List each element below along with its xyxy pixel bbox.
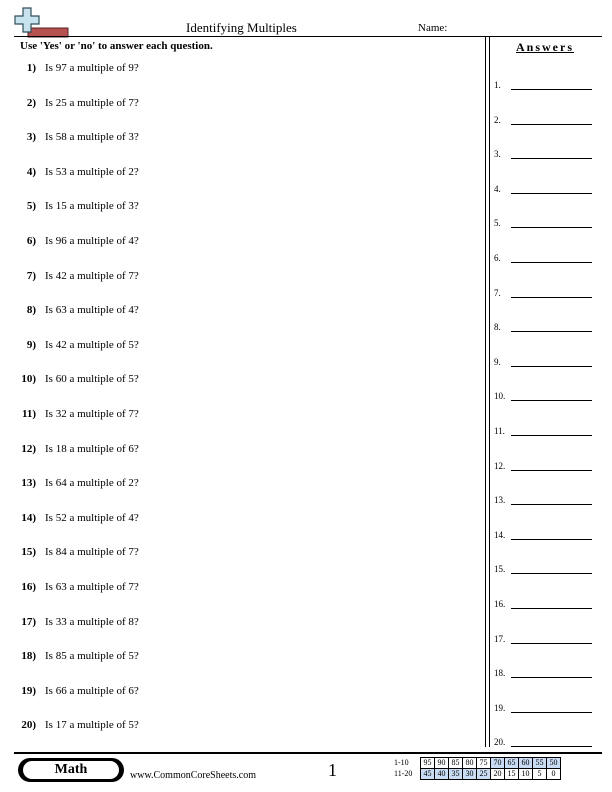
question-text: Is 52 a multiple of 4? — [45, 511, 139, 524]
instructions: Use 'Yes' or 'no' to answer each question. — [20, 40, 213, 52]
question-number: 20) — [21, 719, 36, 732]
answer-blank[interactable] — [511, 539, 592, 540]
answer-blank[interactable] — [511, 124, 592, 125]
question-item — [14, 719, 474, 754]
answer-blank[interactable] — [511, 227, 592, 228]
score-table — [394, 757, 561, 780]
question-text: Is 63 a multiple of 7? — [45, 580, 139, 593]
answer-row — [494, 597, 598, 632]
answer-number: 6. — [494, 252, 501, 263]
column-divider — [485, 36, 486, 747]
answer-row — [494, 251, 598, 286]
answer-number: 5. — [494, 218, 501, 229]
answer-number: 11. — [494, 425, 505, 436]
question-number: 13) — [21, 477, 36, 490]
question-text: Is 63 a multiple of 4? — [45, 304, 139, 317]
question-item — [14, 512, 474, 547]
answer-row — [494, 286, 598, 321]
answer-number: 15. — [494, 564, 506, 575]
question-number: 8) — [26, 304, 36, 317]
question-item — [14, 131, 474, 166]
answer-blank[interactable] — [511, 573, 592, 574]
answer-row — [494, 424, 598, 459]
answer-number: 19. — [494, 702, 506, 713]
answer-number: 1. — [494, 80, 501, 90]
question-text: Is 58 a multiple of 3? — [45, 131, 139, 144]
score-cell: 90 — [435, 758, 449, 769]
answer-row — [494, 459, 598, 494]
question-text: Is 32 a multiple of 7? — [45, 407, 139, 420]
question-item — [14, 443, 474, 478]
score-cell: 25 — [477, 769, 491, 780]
answer-number: 8. — [494, 322, 501, 333]
question-item — [14, 546, 474, 581]
question-item — [14, 650, 474, 685]
score-cell: 95 — [421, 758, 435, 769]
score-cell: 10 — [519, 769, 533, 780]
answer-number: 16. — [494, 598, 506, 609]
answer-blank[interactable] — [511, 435, 592, 436]
answer-number: 13. — [494, 495, 506, 506]
answer-number: 10. — [494, 391, 506, 402]
question-text: Is 97 a multiple of 9? — [45, 62, 139, 74]
question-text: Is 96 a multiple of 4? — [45, 234, 139, 247]
answer-blank[interactable] — [511, 746, 592, 747]
question-text: Is 25 a multiple of 7? — [45, 96, 139, 109]
question-number: 14) — [21, 511, 36, 524]
question-text: Is 85 a multiple of 5? — [45, 650, 139, 663]
question-number: 19) — [21, 684, 36, 697]
answer-number: 4. — [494, 183, 501, 194]
question-number: 9) — [26, 338, 36, 351]
answer-number: 14. — [494, 529, 506, 540]
score-cell: 85 — [449, 758, 463, 769]
score-cell: 70 — [491, 758, 505, 769]
answer-blank[interactable] — [511, 400, 592, 401]
score-range-label: 1-10 — [394, 758, 409, 767]
score-cell: 55 — [533, 758, 547, 769]
answer-row — [494, 147, 598, 182]
answer-number: 20. — [494, 737, 506, 748]
answer-row — [494, 389, 598, 424]
question-number: 11) — [21, 407, 36, 420]
answer-number: 2. — [494, 114, 501, 125]
answer-row — [494, 113, 598, 148]
question-number: 4) — [26, 165, 36, 178]
answer-blank[interactable] — [511, 677, 592, 678]
answer-blank[interactable] — [511, 504, 592, 505]
score-cell: 45 — [421, 769, 435, 780]
answer-number: 12. — [494, 460, 506, 471]
question-text: Is 17 a multiple of 5? — [45, 719, 139, 732]
question-item — [14, 581, 474, 616]
answer-number: 9. — [494, 356, 501, 367]
column-divider — [489, 36, 490, 747]
score-cell: 40 — [435, 769, 449, 780]
answer-row — [494, 355, 598, 390]
question-number: 18) — [21, 650, 36, 663]
page-title: Identifying Multiples — [186, 20, 297, 35]
answer-blank[interactable] — [511, 193, 592, 194]
answer-blank[interactable] — [511, 297, 592, 298]
question-number: 7) — [26, 269, 36, 282]
question-text: Is 42 a multiple of 7? — [45, 269, 139, 282]
question-item — [14, 616, 474, 651]
answer-blank[interactable] — [511, 366, 592, 367]
score-cell: 50 — [547, 758, 561, 769]
question-item — [14, 97, 474, 132]
question-text: Is 84 a multiple of 7? — [45, 546, 139, 559]
question-item — [14, 235, 474, 270]
answer-list — [494, 78, 598, 770]
answer-blank[interactable] — [511, 89, 592, 90]
answer-row — [494, 493, 598, 528]
question-number: 2) — [26, 96, 36, 109]
question-text: Is 15 a multiple of 3? — [45, 200, 139, 213]
answer-blank[interactable] — [511, 643, 592, 644]
score-row — [394, 758, 561, 769]
question-number: 5) — [26, 200, 36, 213]
answer-row — [494, 78, 598, 113]
answer-row — [494, 701, 598, 736]
website-link[interactable]: www.CommonCoreSheets.com — [130, 770, 257, 781]
score-cell: 35 — [449, 769, 463, 780]
score-cell: 60 — [519, 758, 533, 769]
question-text: Is 66 a multiple of 6? — [45, 684, 139, 697]
question-number: 3) — [26, 131, 36, 144]
question-item — [14, 200, 474, 235]
score-cell: 80 — [463, 758, 477, 769]
answer-row — [494, 320, 598, 355]
question-text: Is 60 a multiple of 5? — [45, 373, 139, 386]
question-text: Is 42 a multiple of 5? — [45, 338, 139, 351]
answer-blank[interactable] — [511, 608, 592, 609]
subject-label: Math — [23, 761, 119, 779]
answer-row — [494, 182, 598, 217]
question-item — [14, 477, 474, 512]
page-number: 1 — [328, 760, 337, 780]
score-cell: 75 — [477, 758, 491, 769]
subject-badge — [18, 758, 124, 782]
answer-row — [494, 528, 598, 563]
score-cell: 15 — [505, 769, 519, 780]
score-row — [394, 769, 561, 780]
score-cell: 5 — [533, 769, 547, 780]
answer-number: 18. — [494, 668, 506, 679]
question-text: Is 53 a multiple of 2? — [45, 165, 139, 178]
answer-row — [494, 632, 598, 667]
score-cell: 20 — [491, 769, 505, 780]
question-item — [14, 685, 474, 720]
question-text: Is 33 a multiple of 8? — [45, 615, 139, 628]
math-plus-logo-icon — [14, 6, 70, 38]
question-item — [14, 62, 474, 97]
question-list — [14, 62, 474, 754]
question-number: 17) — [21, 615, 36, 628]
name-label: Name: — [418, 22, 448, 34]
answer-blank[interactable] — [511, 470, 592, 471]
question-number: 10) — [21, 373, 36, 386]
answer-blank[interactable] — [511, 262, 592, 263]
score-cell: 30 — [463, 769, 477, 780]
question-item — [14, 166, 474, 201]
question-number: 1) — [26, 62, 36, 74]
score-range-label: 11-20 — [394, 769, 413, 778]
question-item — [14, 339, 474, 374]
question-number: 12) — [21, 442, 36, 455]
question-item — [14, 408, 474, 443]
footer-divider — [14, 752, 602, 754]
answer-blank[interactable] — [511, 712, 592, 713]
score-cell: 65 — [505, 758, 519, 769]
question-number: 15) — [21, 546, 36, 559]
answer-blank[interactable] — [511, 331, 592, 332]
answer-number: 3. — [494, 149, 501, 160]
question-item — [14, 270, 474, 305]
question-number: 16) — [21, 580, 36, 593]
answer-number: 7. — [494, 287, 501, 298]
question-text: Is 18 a multiple of 6? — [45, 442, 139, 455]
answer-row — [494, 562, 598, 597]
question-text: Is 64 a multiple of 2? — [45, 477, 139, 490]
answer-number: 17. — [494, 633, 506, 644]
header-divider — [14, 36, 602, 37]
question-item — [14, 373, 474, 408]
answer-row — [494, 666, 598, 701]
answer-row — [494, 216, 598, 251]
question-number: 6) — [26, 234, 36, 247]
answer-blank[interactable] — [511, 158, 592, 159]
question-item — [14, 304, 474, 339]
score-cell: 0 — [547, 769, 561, 780]
answers-title: Answers — [516, 40, 574, 54]
